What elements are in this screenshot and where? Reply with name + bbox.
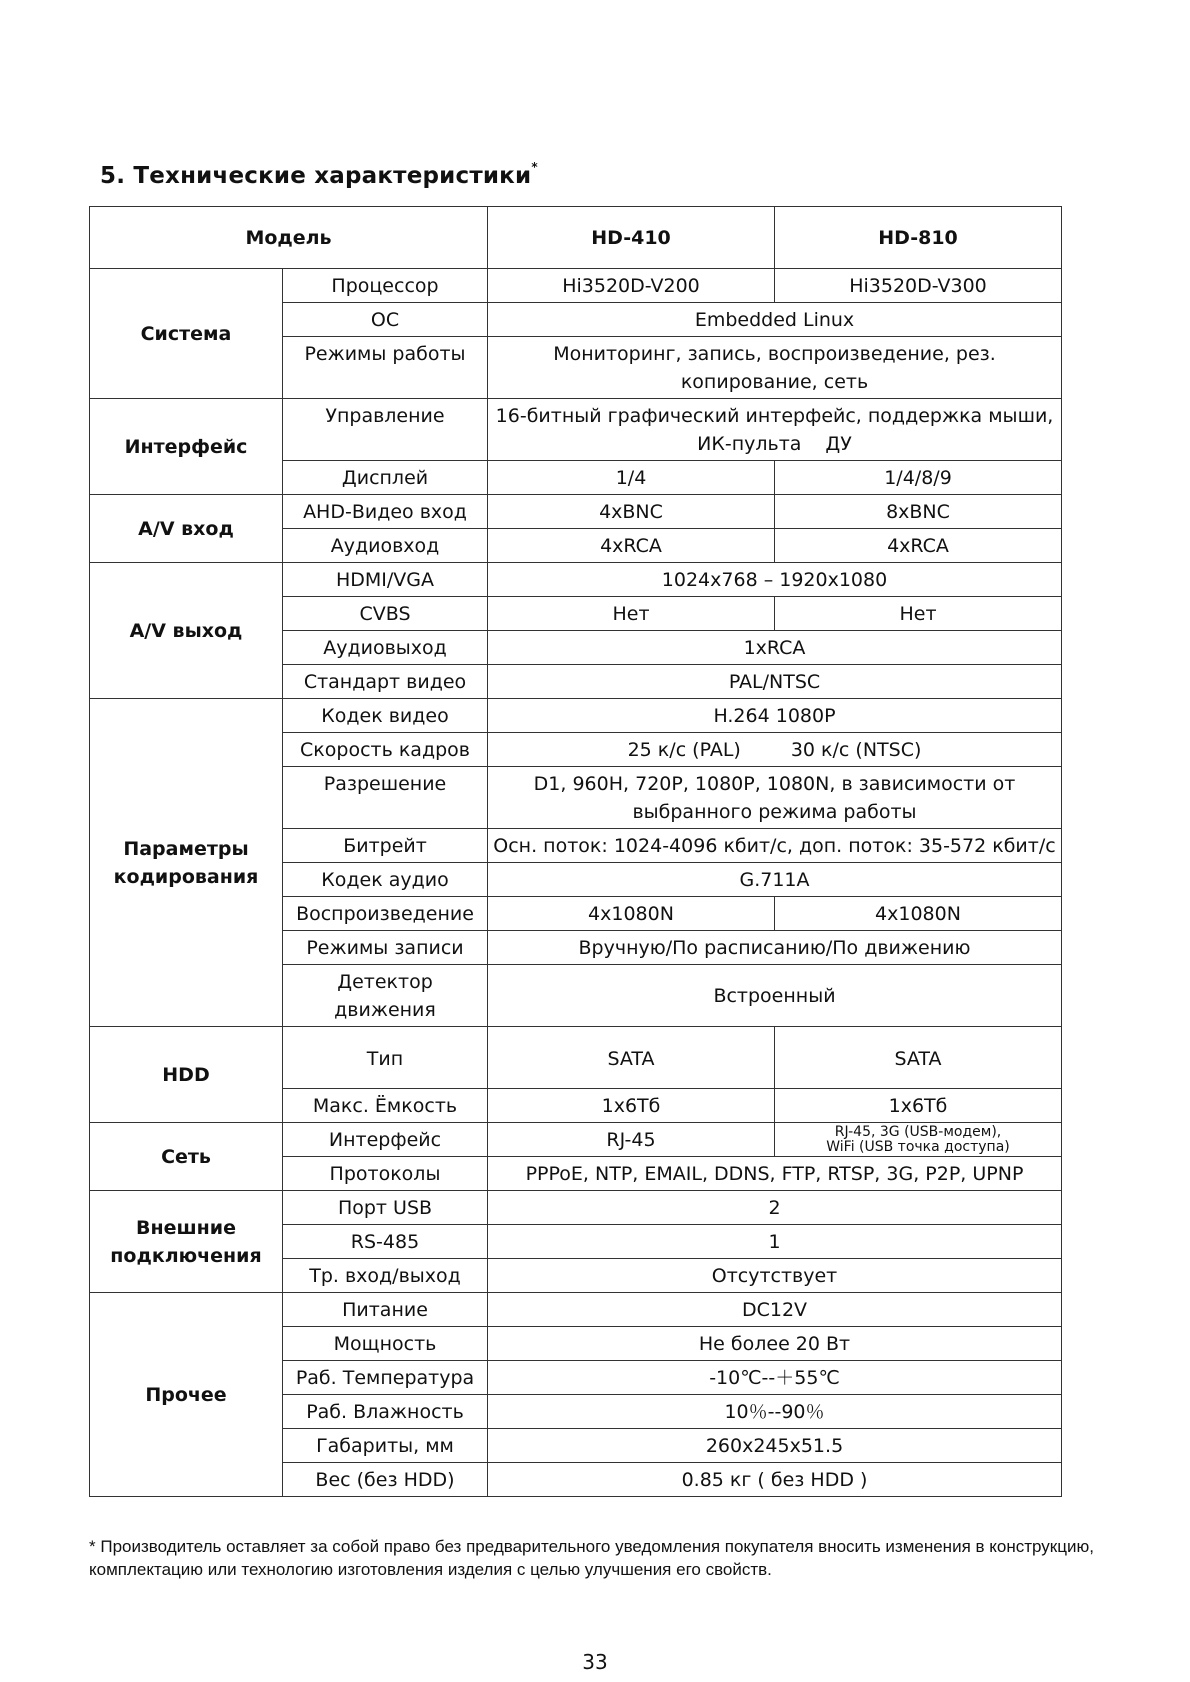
row-label: Порт USB — [283, 1191, 488, 1225]
if2-line1: RJ-45, 3G (USB-модем), — [834, 1123, 1002, 1140]
row-label: Дисплей — [283, 461, 488, 495]
row-label: Скорость кадров — [283, 733, 488, 767]
control-text: 16-битный графический интерфейс, поддержка мыши, ИК-пульта — [495, 405, 1054, 455]
cell-value: 1 — [488, 1225, 1062, 1259]
row-label: ОС — [283, 303, 488, 337]
cell-value: 2 — [488, 1191, 1062, 1225]
cell-value: PAL/NTSC — [488, 665, 1062, 699]
row-label: Воспроизведение — [283, 897, 488, 931]
group-hdd: HDD — [90, 1027, 283, 1123]
cell-value: 8xBNC — [775, 495, 1062, 529]
header-row — [90, 207, 1062, 269]
row-label: RS-485 — [283, 1225, 488, 1259]
cell-value: 4x1080N — [488, 897, 775, 931]
cell-value: Hi3520D-V200 — [488, 269, 775, 303]
cell-value: 1024x768 – 1920x1080 — [488, 563, 1062, 597]
row-label: Режимы работы — [283, 337, 488, 399]
table-row — [90, 1027, 1062, 1089]
footnote — [89, 1535, 1149, 1581]
row-label: Разрешение — [283, 767, 488, 829]
cell-value: Встроенный — [488, 965, 1062, 1027]
row-label: Аудиовыход — [283, 631, 488, 665]
cell-value: Отсутствует — [488, 1259, 1062, 1293]
row-label: CVBS — [283, 597, 488, 631]
cell-value: 4x1080N — [775, 897, 1062, 931]
cell-value: PPPoE, NTP, EMAIL, DDNS, FTP, RTSP, 3G, P2P, UPNP — [488, 1157, 1062, 1191]
row-label: Детектор движения — [283, 965, 488, 1027]
page-title — [100, 160, 538, 189]
cell-value: Нет — [775, 597, 1062, 631]
page-number: 33 — [582, 1650, 608, 1674]
cell-value: SATA — [488, 1027, 775, 1089]
group-interface: Интерфейс — [90, 399, 283, 495]
cell-value: 1x6Тб — [488, 1089, 775, 1123]
table-row — [90, 1293, 1062, 1327]
row-label: Битрейт — [283, 829, 488, 863]
row-label: Питание — [283, 1293, 488, 1327]
cell-value: RJ-45 — [488, 1123, 775, 1157]
group-system: Система — [90, 269, 283, 399]
cell-value: Нет — [488, 597, 775, 631]
row-label: Тип — [283, 1027, 488, 1089]
row-label: Аудиовход — [283, 529, 488, 563]
group-av-out: A/V выход — [90, 563, 283, 699]
table-row — [90, 399, 1062, 461]
table-row — [90, 1191, 1062, 1225]
spec-table — [89, 206, 1062, 1497]
row-label: Протоколы — [283, 1157, 488, 1191]
header-hd810: HD-810 — [775, 207, 1062, 269]
cell-value — [488, 733, 1062, 767]
row-label: Вес (без HDD) — [283, 1463, 488, 1497]
row-label: Интерфейс — [283, 1123, 488, 1157]
cell-value: D1, 960H, 720P, 1080P, 1080N, в зависимости от выбранного режима работы — [488, 767, 1062, 829]
row-label: Раб. Влажность — [283, 1395, 488, 1429]
group-external: Внешние подключения — [90, 1191, 283, 1293]
group-av-in: A/V вход — [90, 495, 283, 563]
if2-line2: WiFi (USB точка доступа) — [826, 1138, 1010, 1155]
cell-value: -10℃--＋55℃ — [488, 1361, 1062, 1395]
cell-value: Вручную/По расписанию/По движению — [488, 931, 1062, 965]
cell-value: 4xRCA — [775, 529, 1062, 563]
cell-value: 4xBNC — [488, 495, 775, 529]
title-footnote-mark: * — [531, 160, 538, 174]
group-other: Прочее — [90, 1293, 283, 1497]
row-label: AHD-Видео вход — [283, 495, 488, 529]
footnote-text: Производитель оставляет за собой право без предварительного уведомления покупателя вносить изменения в конструкцию, комплектацию или технологию изготовления изделия с целью улучшения его свойств. — [89, 1537, 1094, 1579]
row-label: Кодек аудио — [283, 863, 488, 897]
table-row — [90, 495, 1062, 529]
group-network: Сеть — [90, 1123, 283, 1191]
row-label: Мощность — [283, 1327, 488, 1361]
row-label: Макс. Ёмкость — [283, 1089, 488, 1123]
table-row — [90, 563, 1062, 597]
cell-value: 1/4/8/9 — [775, 461, 1062, 495]
row-label: Стандарт видео — [283, 665, 488, 699]
cell-value: SATA — [775, 1027, 1062, 1089]
cell-value: Мониторинг, запись, воспроизведение, рез. копирование, сеть — [488, 337, 1062, 399]
table-row — [90, 1123, 1062, 1157]
header-model: Модель — [90, 207, 488, 269]
header-hd410: HD-410 — [488, 207, 775, 269]
cell-value: 1/4 — [488, 461, 775, 495]
fps-pal: 25 к/с (PAL) — [627, 739, 741, 761]
title-text: 5. Технические характеристики — [100, 163, 532, 189]
cell-value — [775, 1123, 1062, 1157]
table-row — [90, 269, 1062, 303]
cell-value: 4xRCA — [488, 529, 775, 563]
row-label: Тр. вход/выход — [283, 1259, 488, 1293]
cell-value: Hi3520D-V300 — [775, 269, 1062, 303]
group-encoding: Параметры кодирования — [90, 699, 283, 1027]
cell-value: G.711A — [488, 863, 1062, 897]
cell-value: Осн. поток: 1024-4096 кбит/с, доп. поток: 35-572 кбит/с — [488, 829, 1062, 863]
cell-value: Embedded Linux — [488, 303, 1062, 337]
footnote-mark: * — [89, 1537, 96, 1556]
cell-value: 1xRCA — [488, 631, 1062, 665]
control-tail: ДУ — [825, 433, 852, 455]
cell-value: H.264 1080P — [488, 699, 1062, 733]
row-label: Процессор — [283, 269, 488, 303]
cell-value: 1x6Тб — [775, 1089, 1062, 1123]
fps-ntsc: 30 к/с (NTSC) — [790, 739, 922, 761]
row-label: Режимы записи — [283, 931, 488, 965]
cell-value: DC12V — [488, 1293, 1062, 1327]
cell-value: 260x245x51.5 — [488, 1429, 1062, 1463]
cell-value — [488, 399, 1062, 461]
row-label: Габариты, мм — [283, 1429, 488, 1463]
table-row — [90, 699, 1062, 733]
row-label: HDMI/VGA — [283, 563, 488, 597]
cell-value: 0.85 кг ( без HDD ) — [488, 1463, 1062, 1497]
row-label: Раб. Температура — [283, 1361, 488, 1395]
row-label: Управление — [283, 399, 488, 461]
cell-value: 10％--90％ — [488, 1395, 1062, 1429]
cell-value: Не более 20 Вт — [488, 1327, 1062, 1361]
row-label: Кодек видео — [283, 699, 488, 733]
